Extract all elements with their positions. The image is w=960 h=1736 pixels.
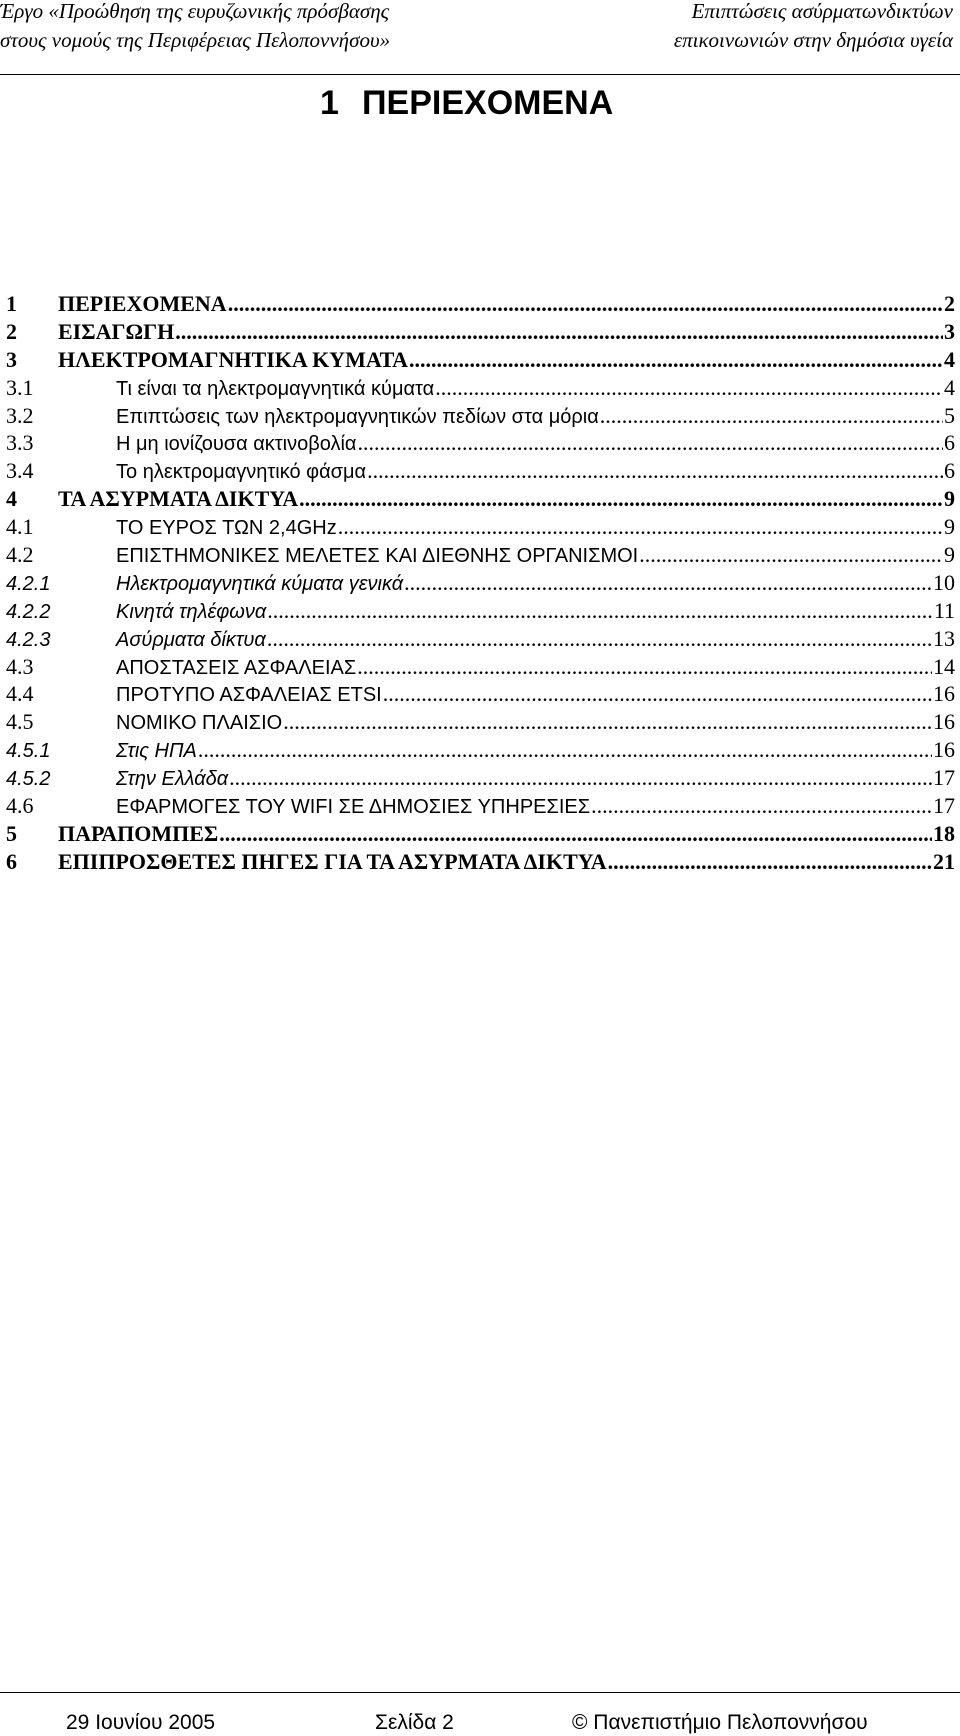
toc-entry-title: ΕΠΙΣΤΗΜΟΝΙΚΕΣ ΜΕΛΕΤΕΣ ΚΑΙ ΔΙΕΘΝΗΣ ΟΡΓΑΝΙΣΜΟΙ [116,545,639,568]
toc-entry-number: 4.5.2 [6,768,51,791]
toc-entry-page: 16 [933,709,955,735]
toc-entry-title: ΝΟΜΙΚΟ ΠΛΑΙΣΙΟ [116,712,283,735]
toc-entry-title: Ηλεκτρομαγνητικά κύματα γενικά [116,572,404,595]
toc-dot-leader [175,318,943,346]
toc-entry-number: 3.2 [6,402,34,428]
toc-entry-number: 4.2.1 [6,572,51,595]
header-right [674,0,953,55]
toc-entry-title: ΠΑΡΑΠΟΜΠΕΣ [58,820,219,846]
toc-entry-page: 16 [933,737,955,763]
toc-entry-title: Ασύρματα δίκτυα [116,628,266,651]
page-header [0,0,960,75]
toc-entry[interactable] [6,513,955,541]
toc-dot-leader [267,625,932,653]
toc-entry-title: ΕΦΑΡΜΟΓΕΣ ΤΟΥ WIFI ΣΕ ΔΗΜΟΣΙΕΣ ΥΠΗΡΕΣΙΕΣ [116,796,591,819]
toc-entry-number: 4.2 [6,542,34,568]
page-title [320,80,613,126]
toc-entry[interactable] [6,402,955,430]
toc-entry-title: ΕΠΙΠΡΟΣΘΕΤΕΣ ΠΗΓΕΣ ΓΙΑ ΤΑ ΑΣΥΡΜΑΤΑ ΔΙΚΤΥΑ [58,848,607,874]
toc-entry-page: 17 [933,765,955,791]
table-of-contents [6,290,955,876]
toc-dot-leader [267,597,933,625]
toc-entry-page: 9 [944,486,955,512]
toc-entry-title: ΤΑ ΑΣΥΡΜΑΤΑ ΔΙΚΤΥΑ [58,486,299,512]
toc-dot-leader [219,820,932,848]
toc-entry-page: 6 [944,458,955,484]
toc-entry-title: Κινητά τηλέφωνα [116,600,267,623]
toc-entry[interactable] [6,680,955,708]
toc-dot-leader [435,374,943,402]
toc-entry-page: 4 [944,374,955,400]
toc-dot-leader [404,569,932,597]
toc-dot-leader [338,513,943,541]
toc-dot-leader [299,485,943,513]
toc-entry[interactable] [6,820,955,848]
toc-dot-leader [198,736,932,764]
toc-entry-page: 9 [944,542,955,568]
toc-dot-leader [409,346,943,374]
toc-entry-number: 4.1 [6,514,34,540]
toc-entry[interactable] [6,708,955,736]
toc-entry[interactable] [6,736,955,764]
toc-dot-leader [357,653,932,681]
toc-entry-page: 9 [944,514,955,540]
toc-entry-number: 4.5 [6,709,34,735]
toc-entry[interactable] [6,346,955,374]
toc-entry[interactable] [6,290,955,318]
toc-entry-title: ΗΛΕΚΤΡΟΜΑΓΝΗΤΙΚΑ ΚΥΜΑΤΑ [58,346,409,372]
toc-entry-title: Η μη ιονίζουσα ακτινοβολία [116,433,357,456]
toc-entry-page: 21 [933,848,955,874]
toc-entry-page: 16 [933,681,955,707]
toc-dot-leader [283,708,932,736]
toc-entry-number: 4.3 [6,653,34,679]
toc-entry-page: 18 [933,820,955,846]
header-left [0,0,390,55]
toc-entry-number: 4.5.1 [6,740,51,763]
toc-entry-number: 4.4 [6,681,34,707]
toc-entry[interactable] [6,541,955,569]
page-footer [0,1692,960,1736]
toc-entry-number: 3.1 [6,374,34,400]
toc-entry[interactable] [6,764,955,792]
toc-entry[interactable] [6,374,955,402]
toc-entry-title: ΕΙΣΑΓΩΓΗ [58,318,175,344]
toc-entry[interactable] [6,485,955,513]
toc-entry-title: Επιπτώσεις των ηλεκτρομαγνητικών πεδίων στα μόρια [116,405,599,428]
toc-entry-number: 3 [6,346,17,372]
toc-entry-number: 4.6 [6,793,34,819]
toc-dot-leader [229,764,932,792]
toc-entry-title: ΠΡΟΤΥΠΟ ΑΣΦΑΛΕΙΑΣ ETSI [116,684,382,707]
toc-dot-leader [228,290,943,318]
toc-entry-page: 3 [944,318,955,344]
toc-entry[interactable] [6,653,955,681]
toc-entry-page: 6 [944,430,955,456]
toc-dot-leader [608,848,932,876]
toc-entry-title: ΤΟ ΕΥΡΟΣ ΤΩΝ 2,4GHz [116,517,337,540]
toc-entry-number: 3.4 [6,458,34,484]
header-project-line-2: στους νομούς της Περιφέρειας Πελοποννήσου» [0,28,391,52]
toc-entry-page: 5 [944,402,955,428]
toc-entry-number: 4.2.3 [6,628,51,651]
toc-dot-leader [639,541,943,569]
toc-dot-leader [358,429,944,457]
toc-entry[interactable] [6,429,955,457]
toc-entry-title: Τι είναι τα ηλεκτρομαγνητικά κύματα [116,377,435,400]
toc-entry-title: Στις ΗΠΑ [116,740,197,763]
toc-entry-title: ΠΕΡΙΕΧΟΜΕΝΑ [58,291,227,316]
toc-entry-number: 4.2.2 [6,600,51,623]
toc-entry[interactable] [6,625,955,653]
toc-dot-leader [383,680,932,708]
toc-entry-page: 4 [944,346,955,372]
toc-entry[interactable] [6,597,955,625]
footer-date: 29 Ιουνίου 2005 [66,1711,216,1734]
toc-entry-page: 10 [933,569,955,595]
toc-entry[interactable] [6,569,955,597]
toc-entry[interactable] [6,457,955,485]
toc-dot-leader [591,792,932,820]
title-number: 1 [320,84,339,122]
footer-page-number: Σελίδα 2 [375,1711,454,1734]
toc-entry-page: 14 [933,653,955,679]
header-project-line-1: Έργο «Προώθηση της ευρυζωνικής πρόσβασης [0,0,390,23]
toc-entry[interactable] [6,792,955,820]
toc-entry-title: ΑΠΟΣΤΑΣΕΙΣ ΑΣΦΑΛΕΙΑΣ [116,656,357,679]
toc-entry-title: Στην Ελλάδα [116,768,229,791]
toc-entry-page: 13 [933,625,955,651]
toc-dot-leader [600,402,943,430]
toc-entry-number: 4 [6,486,17,512]
toc-entry-page: 17 [933,793,955,819]
toc-entry-number: 1 [6,291,17,316]
toc-entry-page: 2 [944,291,955,316]
title-text: ΠΕΡΙΕΧΟΜΕΝΑ [362,84,614,122]
header-topic-line-2: επικοινωνιών στην δημόσια υγεία [673,28,953,52]
toc-dot-leader [367,457,943,485]
toc-entry-page: 11 [933,597,955,623]
header-topic-line-1: Επιπτώσεις ασύρματωνδικτύων [691,0,953,23]
toc-entry-number: 5 [6,820,17,846]
toc-entry-number: 6 [6,848,17,874]
toc-entry-title: Το ηλεκτρομαγνητικό φάσμα [116,461,367,484]
toc-entry-number: 3.3 [6,430,34,456]
toc-entry[interactable] [6,848,955,876]
toc-entry[interactable] [6,318,955,346]
toc-entry-number: 2 [6,318,17,344]
footer-copyright: © Πανεπιστήμιο Πελοποννήσου [572,1711,868,1734]
